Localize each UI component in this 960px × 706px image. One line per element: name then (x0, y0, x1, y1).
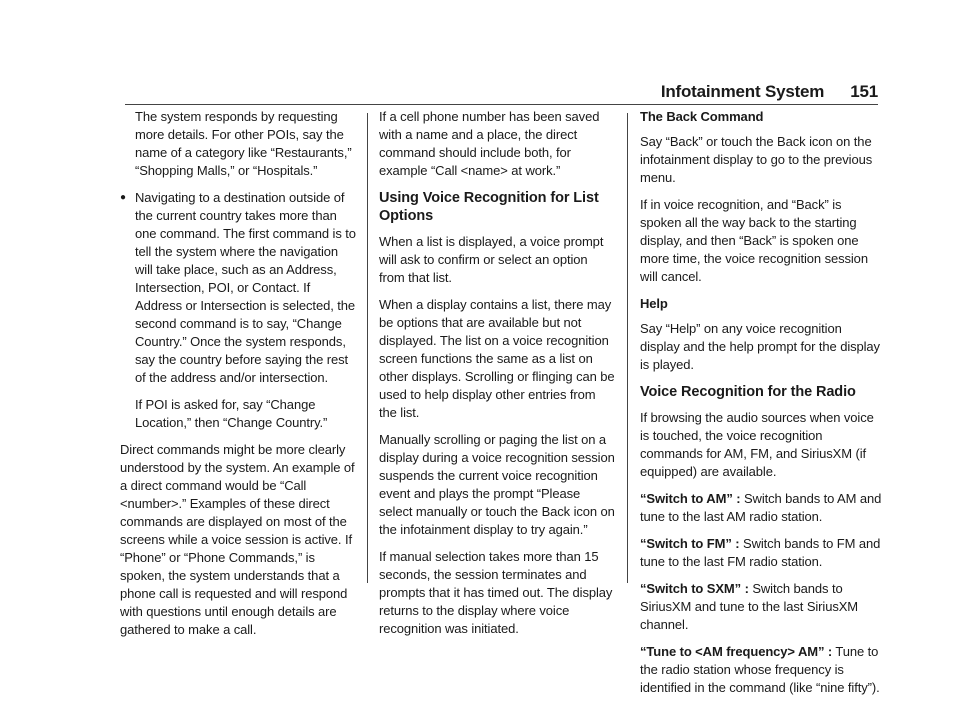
header-rule (125, 104, 878, 105)
bullet-icon: ● (120, 192, 126, 203)
command-item (640, 535, 882, 571)
command-term: “Tune to <AM frequency> AM” : (640, 644, 833, 659)
command-item (640, 580, 882, 634)
section-heading: Voice Recognition for the Radio (640, 384, 856, 400)
column-right (640, 108, 882, 706)
paragraph: When a display contains a list, there may be options that are available but not displayed. The list on a voice recognition screen functions the same as a list on other displays. Scrolling or flinging can be used to help display other entries from the list. (379, 297, 615, 420)
section-title: Infotainment System (660, 82, 825, 101)
column-divider (627, 113, 628, 583)
paragraph: Manually scrolling or paging the list on a display during a voice recognition session suspends the current voice recognition event and plays the prompt “Please select manually or touch the Back icon on the infotainment display to try again.” (379, 432, 615, 537)
command-term: “Switch to AM” : (640, 491, 741, 506)
paragraph: If manual selection takes more than 15 seconds, the session terminates and prompts that it has timed out. The display returns to the display where voice recognition was initiated. (379, 549, 613, 636)
paragraph: Navigating to a destination outside of the current country takes more than one command. The first command is to tell the system where the navigation will take place, such as an Address, Intersection, POI, or Contact. If Address or Intersection is selected, the second command is to say, “Change Country.” Once the system responds, say the country before saying the rest of the address and/or intersection. (135, 190, 356, 385)
subheading: The Back Command (640, 109, 764, 124)
paragraph: If in voice recognition, and “Back” is spoken all the way back to the starting display, and then “Back” is spoken one more time, the voice recognition session will cancel. (640, 197, 868, 284)
command-item (640, 490, 882, 526)
page-number: 151 (850, 82, 878, 101)
paragraph: Direct commands might be more clearly understood by the system. An example of a direct command would be “Call <number>.” Examples of these direct commands are displayed on most of the screens while a voice session is active. If “Phone” or “Phone Commands,” is spoken, the system understands that a phone call is requested and will respond with questions until enough details are gathered to make a call. (120, 442, 355, 637)
command-desc: Tune to the radio station whose frequency is identified in the command (like “nine fifty”). (640, 644, 880, 695)
paragraph: If a cell phone number has been saved with a name and a place, the direct command should include both, for example “Call <name> at work.” (379, 109, 600, 178)
paragraph: The system responds by requesting more details. For other POIs, say the name of a category like “Restaurants,” “Shopping Malls,” or “Hospitals.” (135, 109, 352, 178)
command-item (640, 643, 882, 697)
section-heading: Using Voice Recognition for List Options (379, 190, 599, 224)
subheading: Help (640, 296, 668, 311)
bullet-item (120, 189, 357, 387)
paragraph: Say “Back” or touch the Back icon on the infotainment display to go to the previous menu. (640, 134, 873, 185)
column-divider (367, 113, 368, 583)
paragraph: Say “Help” on any voice recognition display and the help prompt for the display is played. (640, 321, 880, 372)
paragraph: When a list is displayed, a voice prompt will ask to confirm or select an option from that list. (379, 234, 604, 285)
paragraph: If POI is asked for, say “Change Location,” then “Change Country.” (135, 397, 328, 430)
column-middle (379, 108, 616, 647)
command-desc: Switch bands to SiriusXM and tune to the last SiriusXM channel. (640, 581, 859, 632)
column-left (120, 108, 357, 648)
paragraph: If browsing the audio sources when voice is touched, the voice recognition commands for AM, FM, and SiriusXM (if equipped) are available. (640, 410, 874, 479)
command-desc: Switch bands to FM and tune to the last FM radio station. (640, 536, 881, 569)
command-desc: Switch bands to AM and tune to the last AM radio station. (640, 491, 882, 524)
command-term: “Switch to SXM” : (640, 581, 749, 596)
page-header (661, 82, 878, 102)
command-term: “Switch to FM” : (640, 536, 740, 551)
